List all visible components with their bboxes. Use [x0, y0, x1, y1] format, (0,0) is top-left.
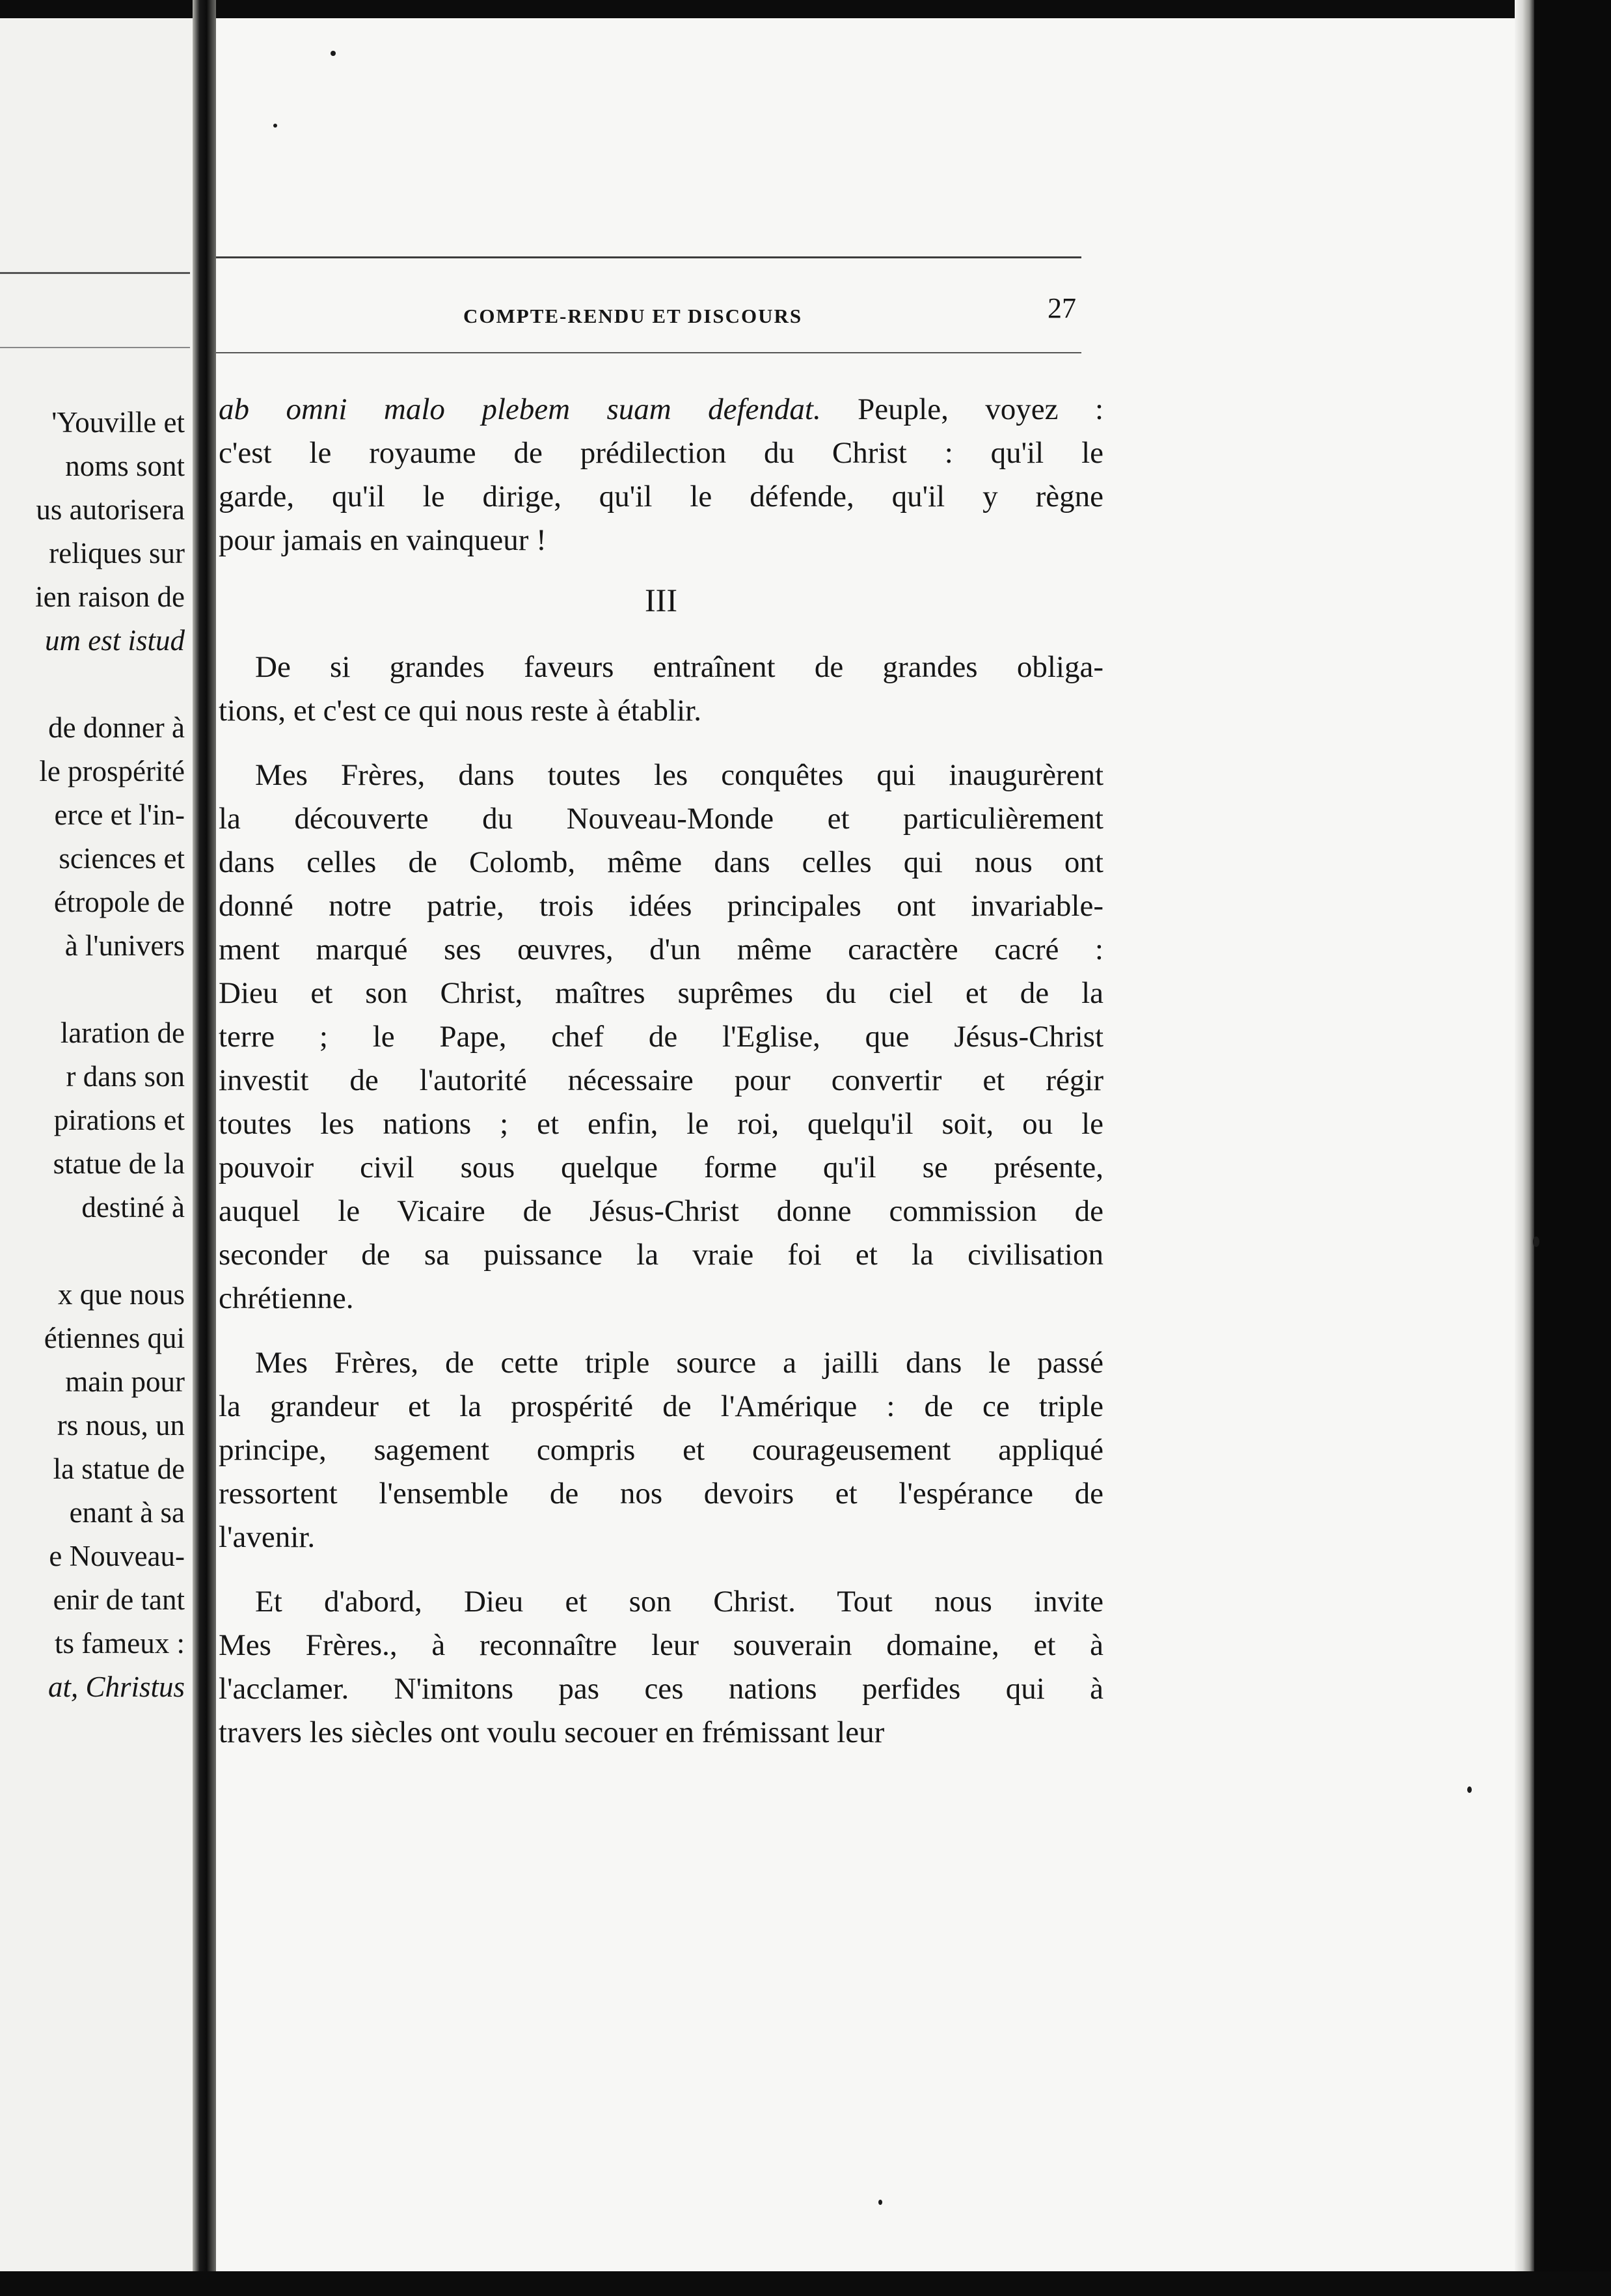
text-line: toutes les nations ; et enfin, le roi, quelqu'il soit, ou le — [219, 1107, 1103, 1141]
page-number: 27 — [1048, 292, 1076, 324]
left-text-line: le prospérité — [39, 755, 185, 787]
left-text-line: ien raison de — [35, 581, 185, 613]
left-text-line: étiennes qui — [44, 1322, 185, 1354]
paragraph-three-ideas — [219, 754, 1103, 1320]
paragraph-continued — [219, 388, 1103, 562]
left-text-line: pirations et — [53, 1104, 185, 1136]
left-text-line: e Nouveau- — [49, 1540, 185, 1572]
text-line: travers les siècles ont voulu secouer en frémissant leur — [219, 1715, 885, 1749]
paragraph-triple-source — [219, 1341, 1103, 1559]
text-line: garde, qu'il le dirige, qu'il le défende, qu'il y règne — [219, 480, 1103, 513]
text-line: De si grandes faveurs entraînent de grandes obliga- — [255, 650, 1103, 684]
text-fragment: Peuple, voyez : — [820, 392, 1103, 426]
text-line: Mes Frères, dans toutes les conquêtes qui inaugurèrent — [255, 758, 1103, 792]
left-text-line: de donner à — [48, 711, 185, 744]
paragraph-god-and-christ — [219, 1580, 1103, 1755]
scan-speck — [1533, 1237, 1539, 1247]
left-text-line: at, Christus — [47, 1671, 185, 1703]
scan-border-bottom — [0, 2271, 1611, 2296]
text-line: Mes Frères., à reconnaître leur souverain domaine, et à — [219, 1628, 1103, 1662]
left-text-line — [0, 968, 185, 1011]
left-page-text — [0, 401, 185, 1709]
scan-speck — [273, 124, 277, 128]
text-line: chrétienne. — [219, 1281, 354, 1315]
left-text-line: um est istud — [44, 624, 185, 657]
scan-speck — [331, 51, 336, 56]
latin-quote: ab omni malo plebem suam defendat. — [219, 392, 821, 426]
left-text-line: us autorisera — [36, 493, 185, 526]
left-text-line: erce et l'in- — [54, 799, 185, 831]
scan-speck — [1467, 1786, 1472, 1793]
left-text-line: destiné à — [81, 1191, 185, 1223]
text-line: dans celles de Colomb, même dans celles qui nous ont — [219, 845, 1103, 879]
left-text-line: sciences et — [59, 842, 185, 875]
left-text-line — [0, 663, 185, 706]
page-edge — [1515, 0, 1534, 2296]
left-page-fragment — [0, 18, 193, 2271]
header-rule-bottom — [216, 352, 1081, 353]
text-line — [219, 388, 1103, 431]
text-line: seconder de sa puissance la vraie foi et la civilisation — [219, 1238, 1103, 1272]
text-line: l'avenir. — [219, 1520, 316, 1554]
text-line: donné notre patrie, trois idées principales ont invariable- — [219, 889, 1103, 923]
left-text-line: laration de — [60, 1017, 185, 1049]
running-head: COMPTE-RENDU ET DISCOURS — [463, 305, 803, 327]
left-text-line: enir de tant — [53, 1583, 185, 1616]
left-text-line: x que nous — [58, 1278, 185, 1311]
text-line: investit de l'autorité nécessaire pour convertir et régir — [219, 1063, 1103, 1097]
section-number: III — [645, 582, 677, 618]
text-line: pour jamais en vainqueur ! — [219, 523, 547, 557]
left-text-line: statue de la — [53, 1147, 185, 1180]
text-line: la grandeur et la prospérité de l'Amérique : de ce triple — [219, 1389, 1103, 1423]
text-line: auquel le Vicaire de Jésus-Christ donne commission de — [219, 1194, 1103, 1228]
text-line: c'est le royaume de prédilection du Christ : qu'il le — [219, 436, 1103, 470]
text-line: l'acclamer. N'imitons pas ces nations perfides qui à — [219, 1672, 1103, 1706]
text-line: pouvoir civil sous quelque forme qu'il se présente, — [219, 1151, 1103, 1184]
left-text-line: 'Youville et — [51, 406, 185, 439]
text-line: ressortent l'ensemble de nos devoirs et l'espérance de — [219, 1477, 1103, 1510]
left-text-line: reliques sur — [49, 537, 185, 569]
text-line: Dieu et son Christ, maîtres suprêmes du ciel et de la — [219, 976, 1103, 1010]
text-line: ment marqué ses œuvres, d'un même caractère cacré : — [219, 933, 1103, 966]
book-gutter — [193, 0, 216, 2296]
text-line: la découverte du Nouveau-Monde et particulièrement — [219, 802, 1103, 836]
text-line: tions, et c'est ce qui nous reste à établir. — [219, 694, 701, 728]
left-text-line: rs nous, un — [57, 1409, 185, 1442]
left-text-line: à l'univers — [64, 929, 185, 962]
left-text-line: noms sont — [65, 450, 185, 482]
left-text-line: étropole de — [53, 886, 185, 918]
left-header-rule-lower — [0, 347, 190, 348]
scan-border-top — [0, 0, 1611, 18]
paragraph-obligations — [219, 646, 1103, 733]
scan-border-right — [1534, 0, 1611, 2296]
body-text — [219, 388, 1103, 1755]
left-header-rule — [0, 272, 190, 274]
scan-speck — [878, 2200, 882, 2205]
left-text-line: enant à sa — [69, 1496, 185, 1529]
text-line: Et d'abord, Dieu et son Christ. Tout nous invite — [255, 1585, 1103, 1619]
left-text-line: r dans son — [66, 1060, 185, 1093]
text-line: Mes Frères, de cette triple source a jailli dans le passé — [255, 1346, 1103, 1380]
text-line: terre ; le Pape, chef de l'Eglise, que Jésus-Christ — [219, 1020, 1103, 1054]
left-text-line — [0, 1229, 185, 1273]
left-text-line: la statue de — [53, 1453, 185, 1485]
right-page — [216, 18, 1515, 2271]
header-rule-top — [216, 256, 1081, 258]
left-text-line: main pour — [65, 1365, 185, 1398]
left-text-line: ts fameux : — [55, 1627, 185, 1660]
text-line: principe, sagement compris et courageusement appliqué — [219, 1433, 1103, 1467]
